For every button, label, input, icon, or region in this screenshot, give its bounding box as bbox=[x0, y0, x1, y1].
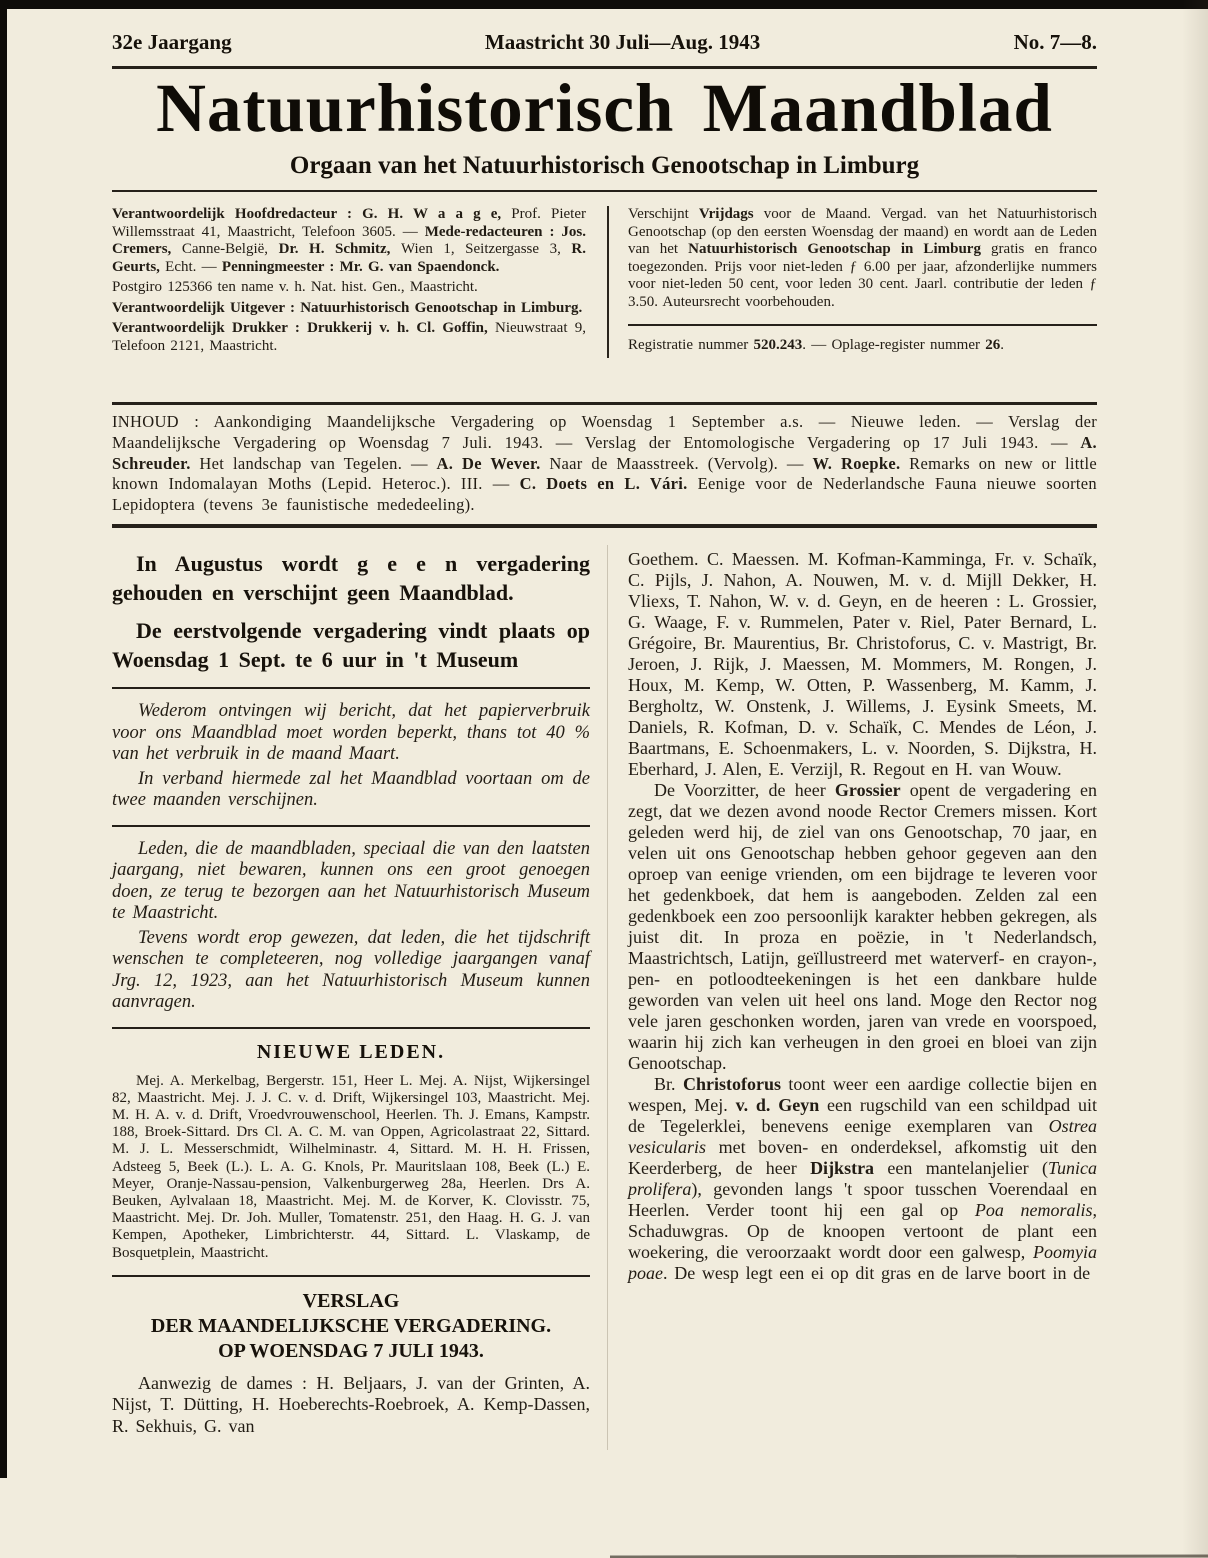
text-segment: Wien 1, Seitzergasse 3, bbox=[400, 241, 572, 257]
table-of-contents bbox=[112, 412, 1097, 516]
text-segment: Br. bbox=[654, 1074, 683, 1094]
text-segment: een rugschild van een schildpad uit de Tegelerklei, benevens eenige exemplaren van bbox=[628, 1095, 1097, 1136]
text-segment: Dr. H. Schmitz, bbox=[278, 241, 401, 257]
printer-paragraph bbox=[112, 320, 586, 355]
text-segment: een mantelanjelier ( bbox=[874, 1158, 1048, 1178]
text-segment: . bbox=[1000, 337, 1004, 353]
text-segment: ), gevonden langs 't spoor tusschen Voerendaal en Heerlen. Verder toont hij een gal op bbox=[628, 1179, 1097, 1220]
text-segment: Christoforus bbox=[682, 1074, 781, 1094]
text-segment: Verantwoordelijk Uitgever : Natuurhistorisch Genootschap in Limburg. bbox=[112, 299, 583, 316]
text-segment: Eenige voor de Nederlandsche Fauna nieuwe soorten Lepidoptera (tevens 3e faunistische mededeeling). bbox=[112, 474, 1097, 515]
text-segment: W. Roepke. bbox=[812, 453, 901, 473]
issue-number: No. 7—8. bbox=[1013, 30, 1097, 54]
scan-edge-top bbox=[0, 0, 1208, 9]
text-segment: . — Oplage-register nummer bbox=[802, 337, 986, 353]
publisher-paragraph bbox=[112, 300, 586, 318]
text-segment: Poa nemoralis bbox=[974, 1200, 1093, 1220]
text-segment: Echt. — bbox=[165, 258, 222, 275]
masthead-divider bbox=[607, 206, 609, 358]
text-segment: Penningmeester : Mr. G. van Spaendonck. bbox=[221, 258, 500, 275]
text-segment: 26 bbox=[985, 337, 1001, 353]
horizontal-rule-contents-bottom bbox=[112, 524, 1097, 528]
text-segment: Naar de Maasstreek. (Vervolg). — bbox=[540, 453, 813, 473]
text-segment: . De wesp legt een ei op dit gras en de larve boort in de bbox=[663, 1263, 1091, 1283]
text-segment: Verantwoordelijk Hoofdredacteur : G. H. W a a g e, bbox=[112, 206, 512, 222]
scan-edge-bottom bbox=[610, 1554, 1208, 1558]
text-segment: Ostrea vesicularis bbox=[628, 1116, 1097, 1157]
horizontal-rule bbox=[112, 1027, 590, 1029]
inhoud-paragraph bbox=[112, 412, 1097, 516]
masthead-subscription bbox=[628, 206, 1097, 358]
return-issues-paragraph: Leden, die de maandbladen, speciaal die van den laatsten jaargang, niet bewaren, kunnen ons een groot genoegen doen, ze terug te bezorgen aan het Natuurhistorisch Museum te Maastricht. bbox=[112, 838, 590, 923]
magazine-subtitle: Orgaan van het Natuurhistorisch Genootschap in Limburg bbox=[289, 152, 920, 179]
paper-restriction-paragraph: Wederom ontvingen wij bericht, dat het papierverbruik voor ons Maandblad moet worden beperkt, thans tot 40 % van het verbruik in de maand Maart. bbox=[112, 701, 590, 764]
schedule-paragraph bbox=[628, 206, 1097, 311]
scan-shadow-right bbox=[1182, 0, 1208, 1558]
text-segment: toont weer een aardige collectie bijen en wespen, Mej. bbox=[628, 1074, 1097, 1115]
text-segment: Poomyia poae bbox=[628, 1242, 1097, 1283]
text-segment: Registratie nummer bbox=[628, 337, 754, 353]
attendees-paragraph: Aanwezig de dames : H. Beljaars, J. van der Grinten, A. Nijst, T. Dütting, H. Hoeberechts-Roebroek, A. Kemp-Dassen, R. Sekhuis, G. van bbox=[112, 1372, 590, 1436]
bimonthly-notice-paragraph: In verband hiermede zal het Maandblad voortaan om de twee maanden verschijnen. bbox=[112, 768, 590, 810]
text-segment: Mede-redacteuren : Jos. Cremers, bbox=[112, 223, 586, 257]
text-segment: Het landschap van Tegelen. — bbox=[190, 453, 437, 473]
postgiro-paragraph: Postgiro 125366 ten name v. h. Nat. hist. Gen., Maastricht. bbox=[112, 279, 478, 295]
verslag-heading-line3: OP WOENSDAG 7 JULI 1943. bbox=[218, 1339, 484, 1362]
verslag-heading-line2: DER MAANDELIJKSCHE VERGADERING. bbox=[150, 1314, 552, 1337]
back-volumes-paragraph: Tevens wordt erop gewezen, dat leden, die het tijdschrift wenschen te completeeren, nog volledige jaargangen vanaf Jrg. 12, 1923, aan het Natuurhistorisch Museum kunnen aanvragen. bbox=[112, 927, 590, 1012]
text-segment: De Voorzitter, de heer bbox=[654, 780, 835, 800]
column-divider bbox=[607, 545, 608, 1450]
text-segment: A. De Wever. bbox=[436, 453, 541, 473]
text-segment: Grossier bbox=[834, 780, 901, 800]
text-segment: 520.243 bbox=[753, 337, 803, 353]
horizontal-rule-registration bbox=[628, 324, 1097, 326]
text-segment: Remarks on new or little known Indomalayan Moths (Lepid. Heteroc.). III. — bbox=[112, 453, 1097, 494]
text-segment: Verschijnt bbox=[628, 206, 699, 222]
text-segment: INHOUD : Aankondiging Maandelijksche Vergadering op Woensdag 1 September a.s. — Nieuwe leden. — Verslag der Maandelijksche Vergadering op Woensdag 7 Juli. 1943. — Verslag der Entomologische Vergadering op 17 Juli 1943. — bbox=[112, 412, 1097, 452]
verslag-heading-line1: VERSLAG bbox=[302, 1289, 400, 1312]
text-segment: voor de Maand. Vergad. van het Natuurhistorisch Genootschap (op den eersten Woensdag der maand) en wordt aan de Leden van het bbox=[628, 206, 1097, 257]
nieuwe-leden-heading: NIEUWE LEDEN. bbox=[256, 1040, 446, 1063]
text-segment: Vrijdags bbox=[698, 206, 754, 222]
next-meeting-notice: De eerstvolgende vergadering vindt plaats op Woensdag 1 Sept. te 6 uur in 't Museum bbox=[112, 618, 590, 672]
exhibits-paragraph bbox=[628, 1074, 1097, 1284]
text-segment: gratis en franco toegezonden. Prijs voor niet-leden ƒ 6.00 per jaar, afzonderlijke nummers voor niet-leden 50 cent, voor leden 30 cent. Jaarl. contributie der leden ƒ 3.50. Auteursrecht voorbehouden. bbox=[628, 241, 1097, 310]
text-segment: opent de vergadering en zegt, dat we dezen avond noode Rector Cremers missen. Kort geleden werd hij, de ziel van ons Genootschap, 70 jaar, en velen uit ons Genootschap hebben gehoor gegeven aan den oproep van eenige vrienden, om een bijdrage te leveren voor het gedenkboek, dat hem is aangeboden. Zelden zal een gedenkboek een zoo persoonlijk karakter hebben gekregen, als juist dit. In proza en poëzie, in 't Nederlandsch, Maastrichtsch, Latijn, geïllustreerd met waterverf- en crayon-, pen- en potloodteekeningen is het een dankbare hulde geworden van velen uit heel ons land. Moge den Rector nog vele jaren geschonken worden, jaren van vrede en voorspoed, waarin hij zich kan verheugen in den groei en bloei van zijn Genootschap. bbox=[628, 780, 1098, 1073]
horizontal-rule bbox=[112, 687, 590, 689]
text-segment: Tunica prolifera bbox=[628, 1158, 1097, 1199]
text-segment: Nieuwstraat 9, Telefoon 2121, Maastricht. bbox=[112, 320, 586, 354]
masthead bbox=[112, 206, 1097, 358]
scan-edge-left bbox=[0, 0, 7, 1478]
issue-header bbox=[112, 30, 1097, 55]
text-segment: C. Doets en L. Vári. bbox=[519, 474, 688, 494]
issue-date: Maastricht 30 Juli—Aug. 1943 bbox=[484, 30, 761, 54]
nieuwe-leden-list: Mej. A. Merkelbag, Bergerstr. 151, Heer L. Mej. A. Nijst, Wijkersingel 82, Maastricht. Mej. J. J. C. v. d. Drift, Wijkersingel 103, Maastricht. Mej. M. H. A. v. d. Drift, Vroedvrouwenschool, Heerlen. Th. J. Emans, Kampstr. 188, Broek-Sittard. Drs Cl. A. C. M. van Oppen, Agricolastraat 22, Sittard. M. J. L. Messerschmidt, Wilhelminastr. 4, Sittard. M. H. H. Frissen, Adsteeg 5, Beek (L.). L. A. G. Knols, Pr. Mauritslaan 108, Beek (L.) E. Meyer, Oranje-Nassau-pension, Valkenburgerweg 28a, Heerlen. Drs A. Beuken, Aylvalaan 18, Maastricht. Mej. M. de Korver, K. Clovisstr. 75, Maastricht. Mej. Dr. Joh. Muller, Tomatenstr. 251, den Haag. H. G. J. van Kempen, Apotheker, Limbrichterstr. 44, Sittard. L. Vlaskamp, de Bosquetplein, Maastricht. bbox=[112, 1072, 590, 1261]
issue-volume: 32e Jaargang bbox=[112, 30, 232, 54]
august-no-meeting-notice: In Augustus wordt g e e n vergadering gehouden en verschijnt geen Maandblad. bbox=[112, 551, 590, 605]
masthead-editorial bbox=[112, 206, 586, 358]
text-segment: Prof. Pieter Willemsstraat 41, Maastricht, Telefoon 3605. — bbox=[112, 206, 586, 240]
text-segment: Dijkstra bbox=[810, 1158, 875, 1178]
left-column bbox=[112, 549, 590, 1437]
text-segment: , Schaduwgras. Op de knoopen vertoont de plant een woekering, die veroorzaakt wordt door een galwesp, bbox=[628, 1200, 1097, 1262]
horizontal-rule-subtitle bbox=[112, 190, 1097, 192]
text-segment: v. d. Geyn bbox=[735, 1095, 820, 1115]
text-segment: met boven- en onderdeksel, afkomstig uit den Keerderberg, de heer bbox=[628, 1137, 1097, 1178]
text-segment: R. Geurts, bbox=[112, 241, 586, 275]
registration-paragraph bbox=[628, 337, 1097, 355]
right-column bbox=[628, 549, 1097, 1284]
horizontal-rule bbox=[112, 825, 590, 827]
verslag-heading bbox=[112, 1289, 590, 1364]
magazine-title: Natuurhistorisch Maandblad bbox=[156, 70, 1053, 146]
attendees-continuation: Goethem. C. Maessen. M. Kofman-Kamminga, Fr. v. Schaïk, C. Pijls, J. Nahon, A. Nouwen, M. v. d. Mijll Dekker, H. Vliexs, T. Nahon, W. v. d. Geyn, en de heeren : L. Grossier, G. Waage, F. v. Rummelen, Pater v. Riel, Pater Bernard, L. Grégoire, Br. Maurentius, Br. Christoforus, C. v. Mastrigt, Br. Jeroen, J. Rijk, J. Maessen, M. Mommers, M. Rongen, J. Houx, M. Kemp, W. Otten, P. Wassenberg, M. Kamm, J. Bergholtz, W. Onstenk, J. Willems, J. Eysink Smeets, M. Daniels, R. Kofman, D. v. Schaïk, C. Mendes de Léon, J. Baartmans, E. Schoenmakers, L. v. Noorden, S. Dijkstra, H. Eberhard, J. Alen, E. Verzijl, R. Regout en H. van Wouw. bbox=[628, 549, 1097, 779]
text-segment: Canne-België, bbox=[181, 241, 279, 257]
editors-paragraph bbox=[112, 206, 586, 276]
text-segment: Natuurhistorisch Genootschap in Limburg bbox=[688, 241, 981, 257]
horizontal-rule bbox=[112, 1275, 590, 1277]
text-segment: A. Schreuder. bbox=[112, 432, 1097, 473]
horizontal-rule-masthead-bottom bbox=[112, 402, 1097, 405]
text-segment: Verantwoordelijk Drukker : Drukkerij v. h. Cl. Goffin, bbox=[112, 320, 496, 336]
chairman-opening-paragraph bbox=[628, 780, 1097, 1074]
